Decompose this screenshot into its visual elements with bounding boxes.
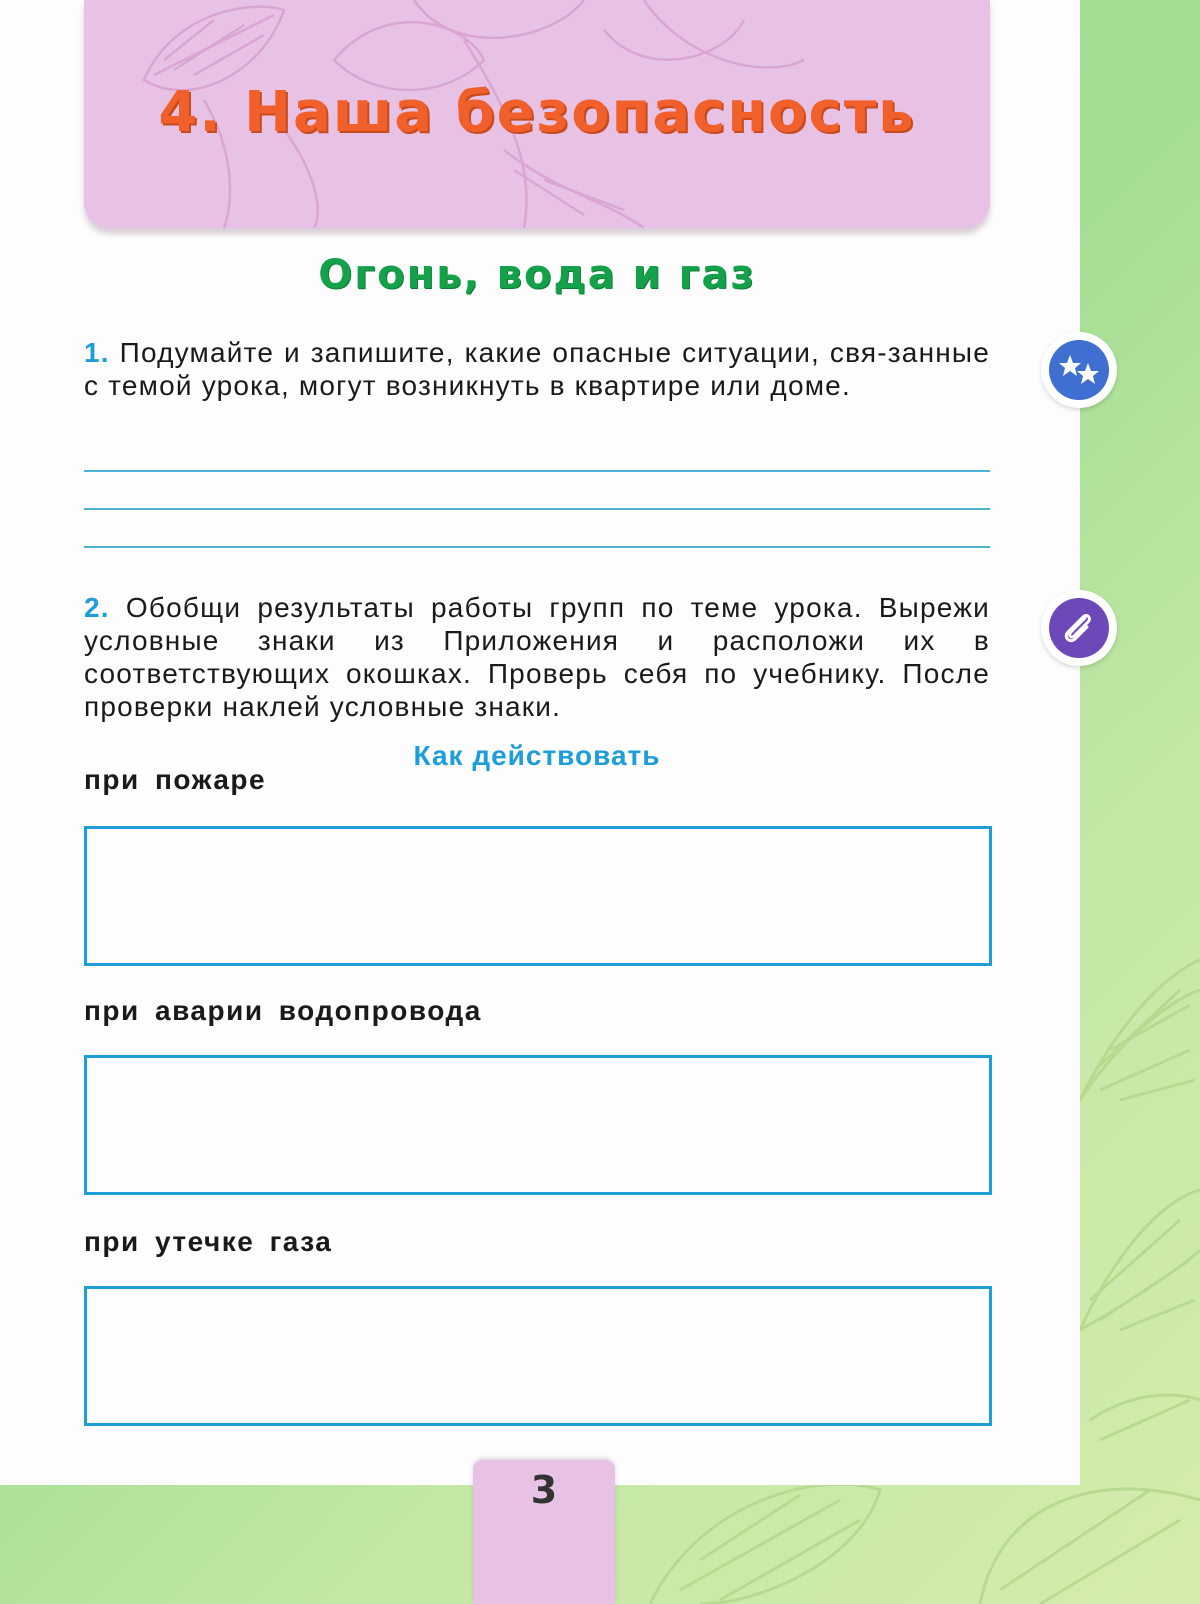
task-number: 2. — [84, 592, 110, 623]
task-text: Подумайте и запишите, какие опасные ситуации, свя-занные с темой урока, могут возникнуть в квартире или доме. — [84, 337, 990, 401]
lesson-title: Огонь, вода и газ — [318, 252, 756, 298]
answer-line[interactable] — [84, 546, 990, 548]
stars-icon — [1049, 340, 1109, 400]
answer-line[interactable] — [84, 470, 990, 472]
task-2 — [84, 591, 990, 723]
sticker-box-gas[interactable] — [84, 1286, 992, 1426]
task-text: Обобщи результаты работы групп по теме урока. Вырежи условные знаки из Приложения и расположи их в соответствующих окошках. Проверь себя по учебнику. После проверки наклей условные знаки. — [84, 592, 990, 722]
sticker-box-water[interactable] — [84, 1055, 992, 1195]
task-1 — [84, 336, 990, 402]
page-number: 3 — [530, 1468, 558, 1512]
section-label-water: при аварии водопровода — [84, 995, 482, 1026]
section-label-fire: при пожаре — [84, 764, 267, 795]
page-number-tab — [473, 1460, 615, 1604]
chapter-header — [84, 0, 990, 228]
answer-line[interactable] — [84, 508, 990, 510]
task-number: 1. — [84, 337, 110, 368]
sticker-box-fire[interactable] — [84, 826, 992, 966]
how-to-act-heading: Как действовать — [413, 740, 661, 771]
chapter-title: 4. Наша безопасность — [158, 80, 916, 145]
paperclip-badge[interactable] — [1041, 590, 1117, 666]
stars-badge[interactable] — [1041, 332, 1117, 408]
section-label-gas: при утечке газа — [84, 1226, 333, 1257]
paperclip-icon — [1049, 598, 1109, 658]
